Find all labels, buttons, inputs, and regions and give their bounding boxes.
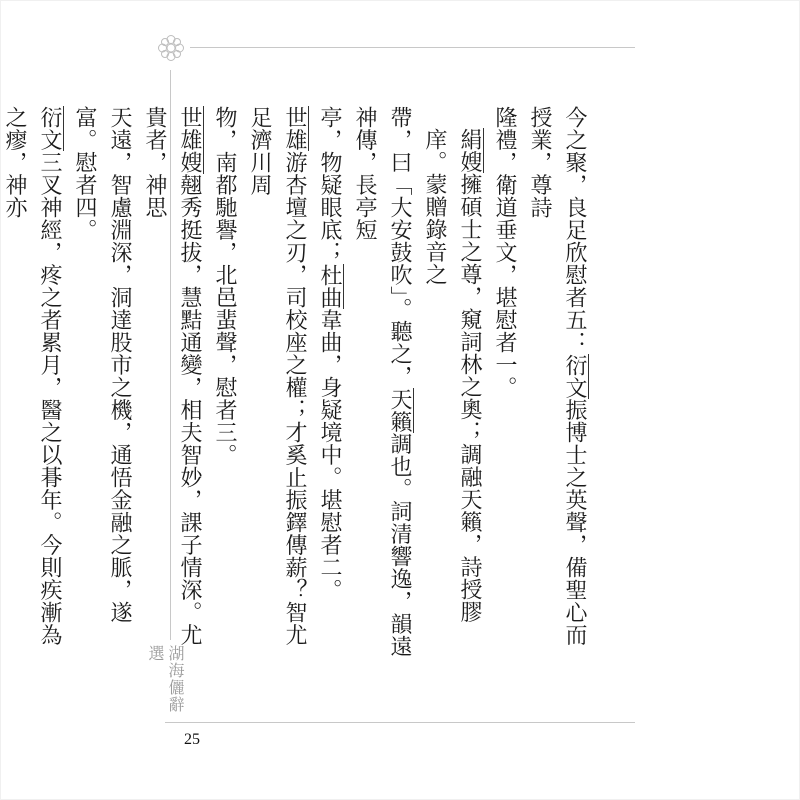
- flower-ornament-icon: [156, 33, 186, 63]
- text-segment: 三叉神經，疼之者累月，醫之以朞年。今則疾漸為之瘳，神亦: [2, 106, 62, 646]
- text-segment: 物，南都馳譽，北邑蜚聲，慰者三。: [212, 106, 237, 466]
- text-column: [207, 106, 242, 666]
- text-column: [0, 106, 67, 666]
- text-segment: 韋曲，身疑境中。堪慰者二。: [317, 308, 342, 601]
- text-segment: 今之聚，良足欣慰者五：: [562, 106, 587, 354]
- top-rule: [190, 47, 635, 48]
- text-column: [137, 106, 207, 666]
- text-column: [417, 106, 487, 666]
- text-segment: 天遠，智慮淵深，洞達股市之機，通悟金融之脈，遂富。慰者四。: [72, 106, 132, 624]
- text-segment: 游杏壇之刃，司校座之權；才奚止振鐸傳薪？智尤足濟川周: [247, 106, 307, 646]
- text-segment: 擁碩士之尊，窺詞林之奧；調融天籟，詩授膠庠。蒙贈錄音之: [422, 128, 482, 623]
- text-segment: 帶，曰「大安鼓吹」。聽之，: [387, 106, 412, 388]
- text-segment: 翹秀挺拔，慧黠通變，相夫智妙，課子情深。尤貴者，神思: [142, 106, 202, 646]
- text-column: [522, 106, 592, 666]
- text-column: [347, 106, 417, 666]
- text-column: [487, 106, 522, 666]
- page-number: 25: [184, 731, 200, 748]
- proper-noun-mark: 杜曲: [317, 263, 342, 309]
- text-column: [67, 106, 137, 666]
- text-column: [242, 106, 312, 666]
- text-segment: 調也。詞清響逸，韻遠神傳，長亭短: [352, 106, 412, 658]
- proper-noun-mark: 世雄嫂: [177, 106, 202, 174]
- text-segment: 亭，物疑眼底；: [317, 106, 342, 264]
- running-title: 湖海儷辭選: [146, 645, 185, 713]
- proper-noun-mark: 絹嫂: [457, 128, 482, 173]
- proper-noun-mark: 衍文: [37, 106, 62, 151]
- text-column: [312, 106, 347, 666]
- text-segment: 振博士之英聲，備聖心而授業，尊詩: [527, 106, 587, 646]
- proper-noun-mark: 天籟: [387, 387, 412, 433]
- proper-noun-mark: 衍文: [562, 353, 587, 399]
- body-text: [0, 106, 592, 666]
- proper-noun-mark: 世雄: [282, 106, 307, 151]
- bottom-rule: [165, 722, 635, 723]
- text-segment: 隆禮，衛道垂文，堪慰者一。: [492, 106, 517, 399]
